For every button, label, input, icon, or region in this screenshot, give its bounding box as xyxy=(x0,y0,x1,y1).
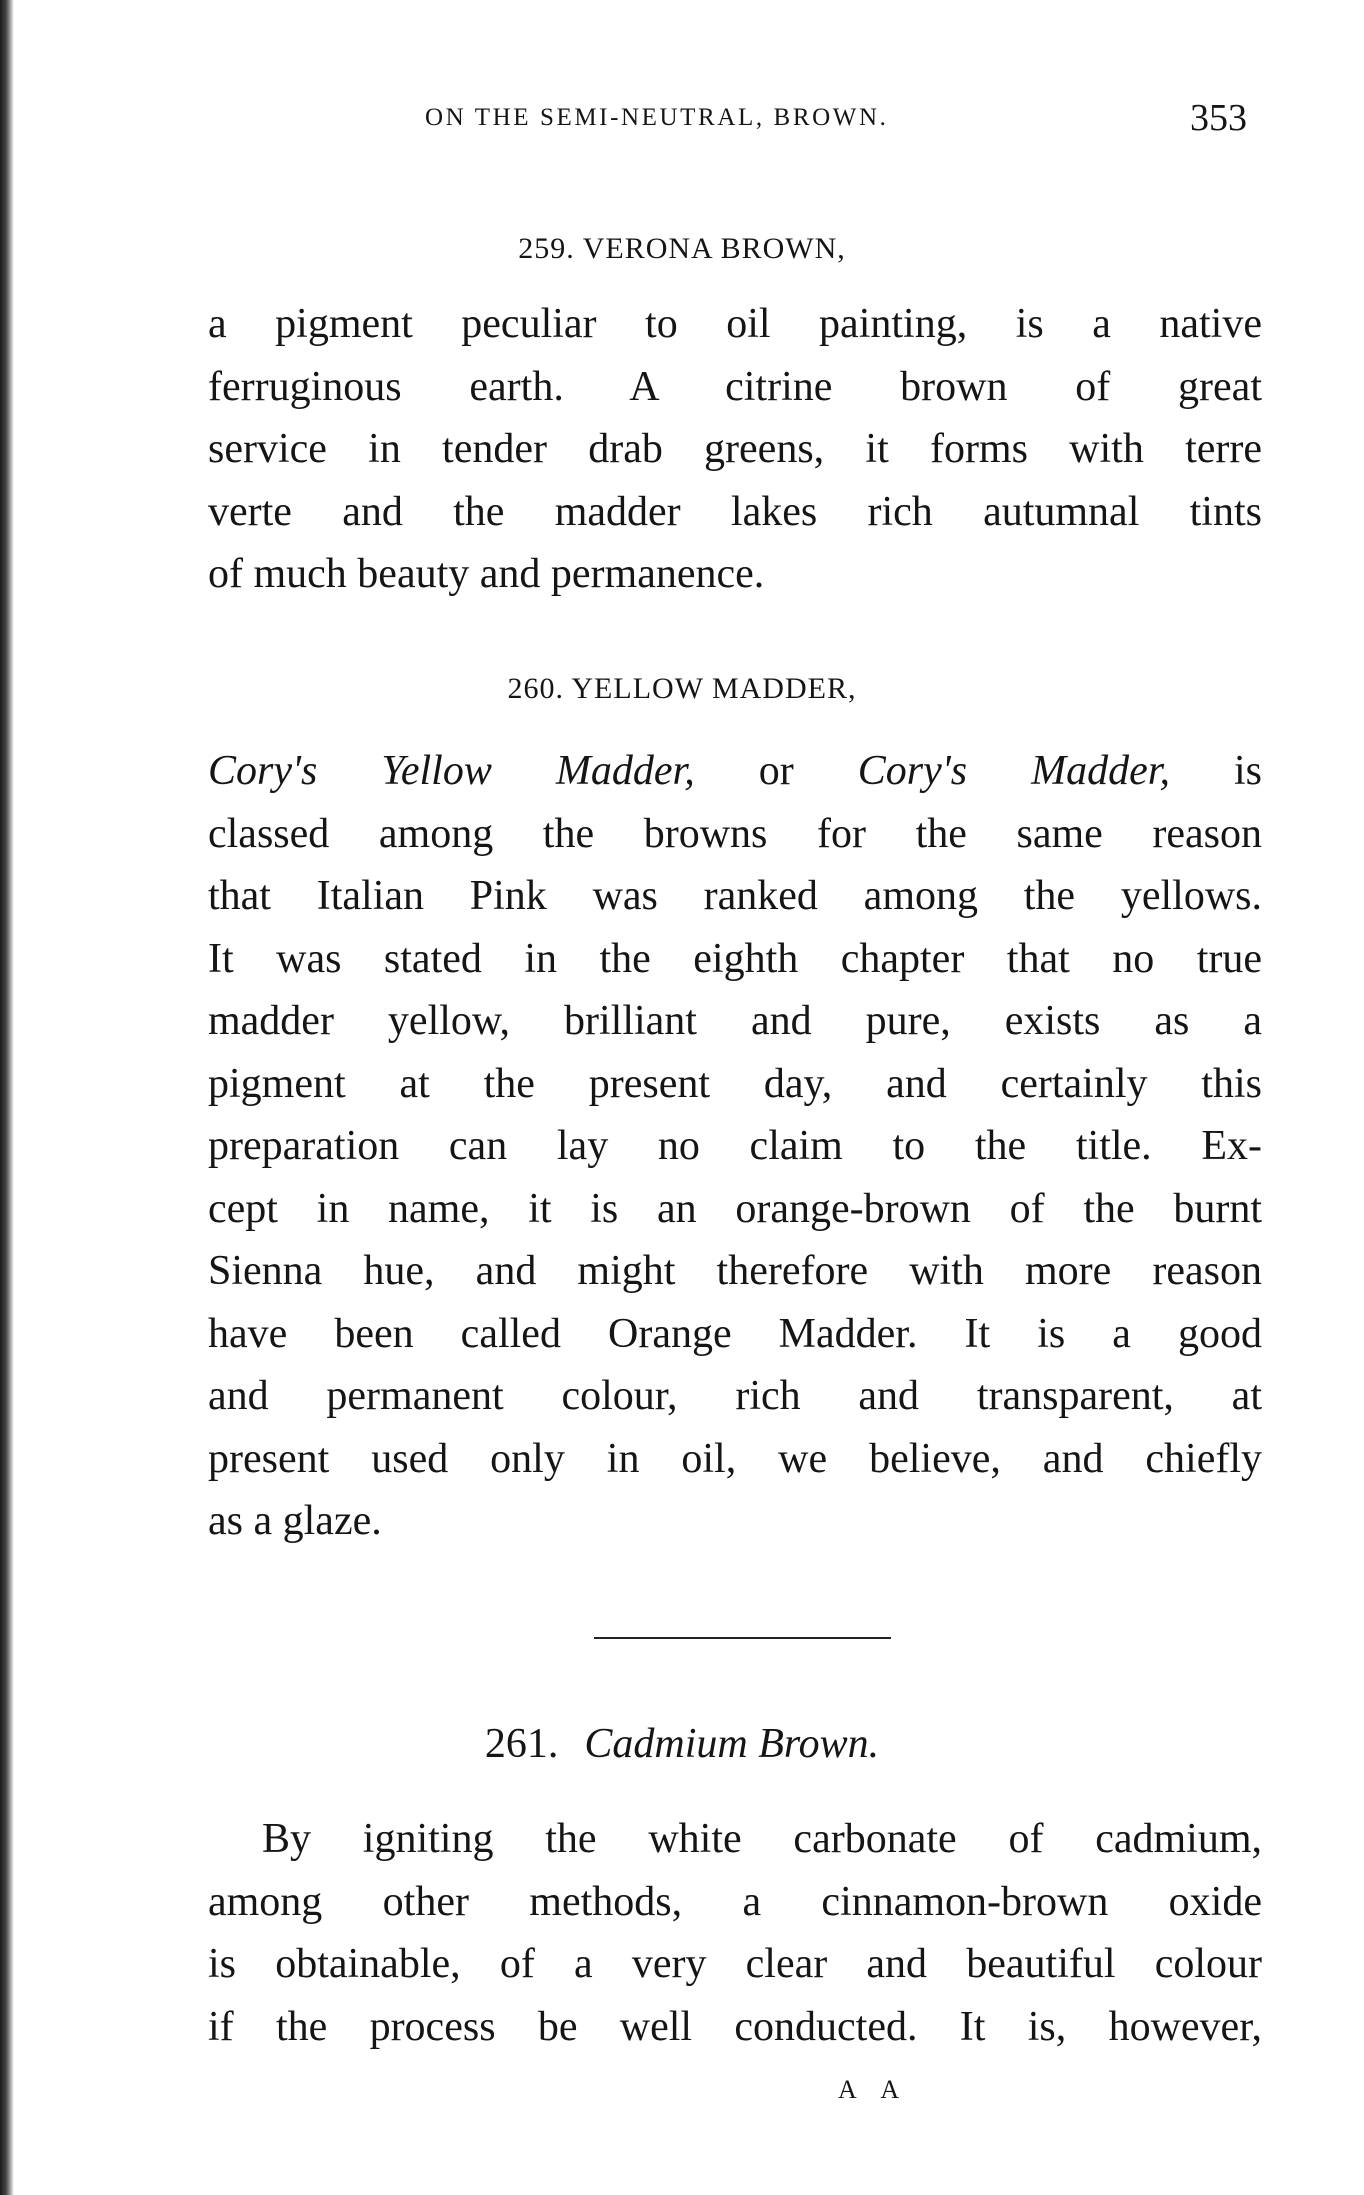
text-line: preparation can lay no claim to the title. Ex- xyxy=(208,1123,1262,1169)
text-line: a pigment peculiar to oil painting, is a native xyxy=(208,301,1262,347)
connector-word: or xyxy=(758,748,794,794)
section-title: Cadmium Brown. xyxy=(584,1721,880,1767)
text-line: and permanent colour, rich and transparent, at xyxy=(208,1373,1262,1419)
text-line: madder yellow, brilliant and pure, exists as a xyxy=(208,998,1262,1044)
text-line: have been called Orange Madder. It is a good xyxy=(208,1310,1262,1357)
paragraph-verona-brown xyxy=(208,293,1262,606)
running-title: ON THE SEMI-NEUTRAL, BROWN. xyxy=(425,104,889,131)
text-line: is obtainable, of a very clear and beautiful colour xyxy=(208,1941,1262,1987)
text-line: if the process be well conducted. It is, however, xyxy=(208,2003,1262,2050)
heading-verona-brown: 259. VERONA BROWN, xyxy=(518,232,846,265)
paragraph-yellow-madder xyxy=(208,740,1262,1553)
paragraph-cadmium-brown xyxy=(208,1808,1262,2058)
page-binding-edge xyxy=(0,0,14,2195)
text-line: among other methods, a cinnamon-brown oxide xyxy=(208,1878,1262,1925)
text-line: By igniting the white carbonate of cadmium, xyxy=(262,1816,1262,1862)
heading-cadmium-brown xyxy=(0,1720,1364,1768)
text-line: cept in name, it is an orange-brown of the burnt xyxy=(208,1185,1262,1232)
text-line: as a glaze. xyxy=(208,1498,382,1544)
text-line: ferruginous earth. A citrine brown of great xyxy=(208,363,1262,410)
section-divider xyxy=(594,1637,891,1639)
running-header xyxy=(0,96,1364,139)
text-line: that Italian Pink was ranked among the yellows. xyxy=(208,873,1262,919)
text-line: verte and the madder lakes rich autumnal tints xyxy=(208,488,1262,535)
text-line: of much beauty and permanence. xyxy=(208,551,765,597)
heading-yellow-madder: 260. YELLOW MADDER, xyxy=(507,672,857,705)
text-line: pigment at the present day, and certainly this xyxy=(208,1060,1262,1107)
text-line-first xyxy=(208,740,1262,803)
italic-name: Cory's Yellow Madder, xyxy=(208,748,695,794)
connector-word: is xyxy=(1233,748,1262,794)
italic-name: Cory's Madder, xyxy=(857,748,1170,794)
text-line: service in tender drab greens, it forms with terre xyxy=(208,426,1262,472)
text-line: Sienna hue, and might therefore with more reason xyxy=(208,1248,1262,1294)
page-number: 353 xyxy=(1190,97,1247,139)
text-line: It was stated in the eighth chapter that no true xyxy=(208,935,1262,982)
text-line: classed among the browns for the same reason xyxy=(208,810,1262,857)
signature-mark: A A xyxy=(838,2075,910,2104)
text-line: present used only in oil, we believe, and chiefly xyxy=(208,1435,1262,1482)
section-number: 261. xyxy=(484,1721,559,1767)
